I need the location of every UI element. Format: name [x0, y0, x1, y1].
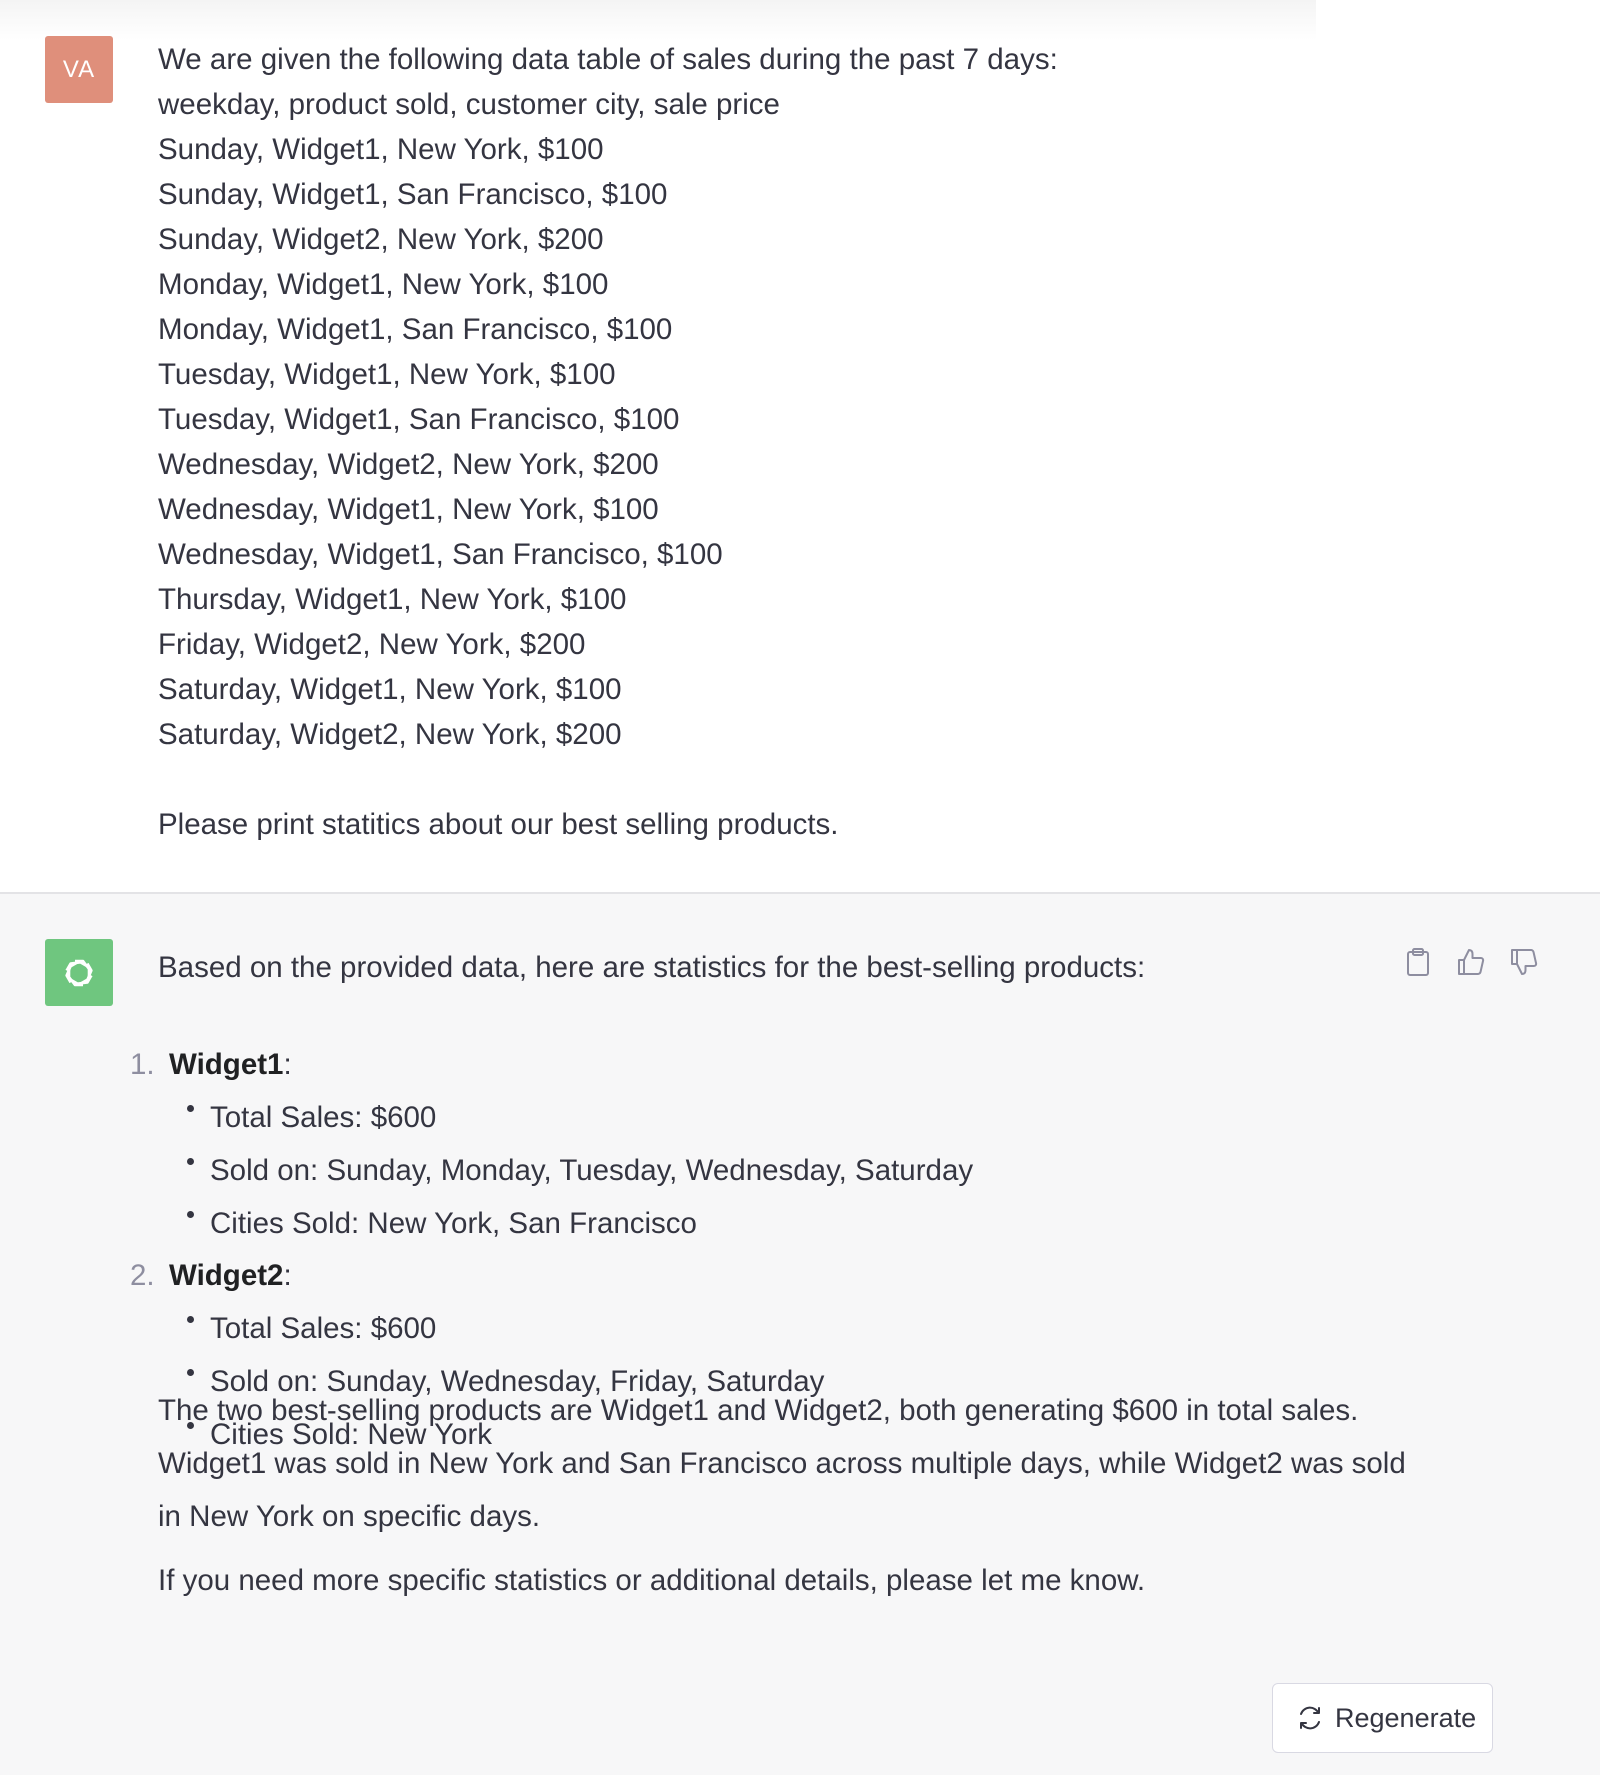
- message-line: Saturday, Widget1, New York, $100: [158, 673, 622, 706]
- message-blank-line: [158, 757, 1258, 802]
- assistant-avatar: [45, 939, 113, 1006]
- list-item: [130, 1039, 1330, 1091]
- closing-paragraph: If you need more specific statistics or additional details, please let me know.: [158, 1564, 1146, 1597]
- list-bullet: [130, 1302, 1330, 1355]
- thumbs-up-icon: [1456, 947, 1486, 977]
- openai-logo-icon: [59, 953, 99, 993]
- bullet-text: Total Sales: $600: [210, 1101, 437, 1134]
- bullet-dot: [187, 1316, 194, 1323]
- message-line: Wednesday, Widget1, New York, $100: [158, 493, 659, 526]
- list-number: 2.: [130, 1259, 155, 1292]
- message-line: Saturday, Widget2, New York, $200: [158, 718, 622, 751]
- message-line: Thursday, Widget1, New York, $100: [158, 583, 627, 616]
- message-line: Friday, Widget2, New York, $200: [158, 628, 586, 661]
- user-message-text: [158, 37, 1258, 847]
- clipboard-icon: [1404, 947, 1432, 977]
- message-line: Please print statitics about our best selling products.: [158, 808, 839, 841]
- message-line: weekday, product sold, customer city, sale price: [158, 88, 780, 121]
- assistant-message: [0, 894, 1600, 1775]
- product-name-bold: Widget2: [169, 1259, 284, 1292]
- assistant-intro: Based on the provided data, here are statistics for the best-selling products:: [158, 951, 1146, 984]
- user-avatar: [45, 36, 113, 103]
- thumbs-down-button[interactable]: [1506, 944, 1542, 980]
- message-line: Wednesday, Widget1, San Francisco, $100: [158, 538, 723, 571]
- bullet-text: Sold on: Sunday, Wednesday, Friday, Saturday: [210, 1365, 825, 1398]
- product-name: [169, 1250, 292, 1302]
- top-fade: [0, 0, 1316, 40]
- thumbs-up-button[interactable]: [1453, 944, 1489, 980]
- message-line: Monday, Widget1, San Francisco, $100: [158, 313, 673, 346]
- bullet-dot: [187, 1369, 194, 1376]
- bullet-text: Cities Sold: New York, San Francisco: [210, 1207, 697, 1240]
- summary-paragraph: The two best-selling products are Widget1 and Widget2, both generating $600 in total sales. Widget1 was sold in New York and San Francisco across multiple days, while Widget2 was sold in New York on specific days.: [158, 1394, 1406, 1533]
- product-name: [169, 1039, 292, 1091]
- message-actions: [1400, 944, 1550, 984]
- copy-button[interactable]: [1400, 944, 1436, 980]
- message-line: Tuesday, Widget1, New York, $100: [158, 358, 616, 391]
- refresh-icon: [1295, 1703, 1325, 1733]
- message-line: Tuesday, Widget1, San Francisco, $100: [158, 403, 680, 436]
- message-line: Sunday, Widget2, New York, $200: [158, 223, 604, 256]
- product-name-suffix: :: [283, 1048, 292, 1081]
- product-name-bold: Widget1: [169, 1048, 284, 1081]
- message-line: Sunday, Widget1, New York, $100: [158, 133, 604, 166]
- bullet-dot: [187, 1105, 194, 1112]
- list-bullet: [130, 1197, 1330, 1250]
- regenerate-label: Regenerate: [1335, 1702, 1477, 1733]
- message-line: Monday, Widget1, New York, $100: [158, 268, 609, 301]
- user-avatar-initials: VA: [62, 55, 96, 83]
- message-line: We are given the following data table of sales during the past 7 days:: [158, 43, 1058, 76]
- list-item: [130, 1250, 1330, 1302]
- list-bullet: [130, 1091, 1330, 1144]
- list-number: 1.: [130, 1048, 155, 1081]
- regenerate-button[interactable]: [1272, 1683, 1493, 1753]
- product-name-suffix: :: [283, 1259, 292, 1292]
- bullet-text: Sold on: Sunday, Monday, Tuesday, Wednesday, Saturday: [210, 1154, 974, 1187]
- message-line: Sunday, Widget1, San Francisco, $100: [158, 178, 668, 211]
- message-line: Wednesday, Widget2, New York, $200: [158, 448, 659, 481]
- bullet-dot: [187, 1158, 194, 1165]
- bullet-text: Total Sales: $600: [210, 1312, 437, 1345]
- bullet-text: Cities Sold: New York: [210, 1418, 493, 1451]
- bullet-dot: [187, 1211, 194, 1218]
- thumbs-down-icon: [1509, 947, 1539, 977]
- list-bullet: [130, 1144, 1330, 1197]
